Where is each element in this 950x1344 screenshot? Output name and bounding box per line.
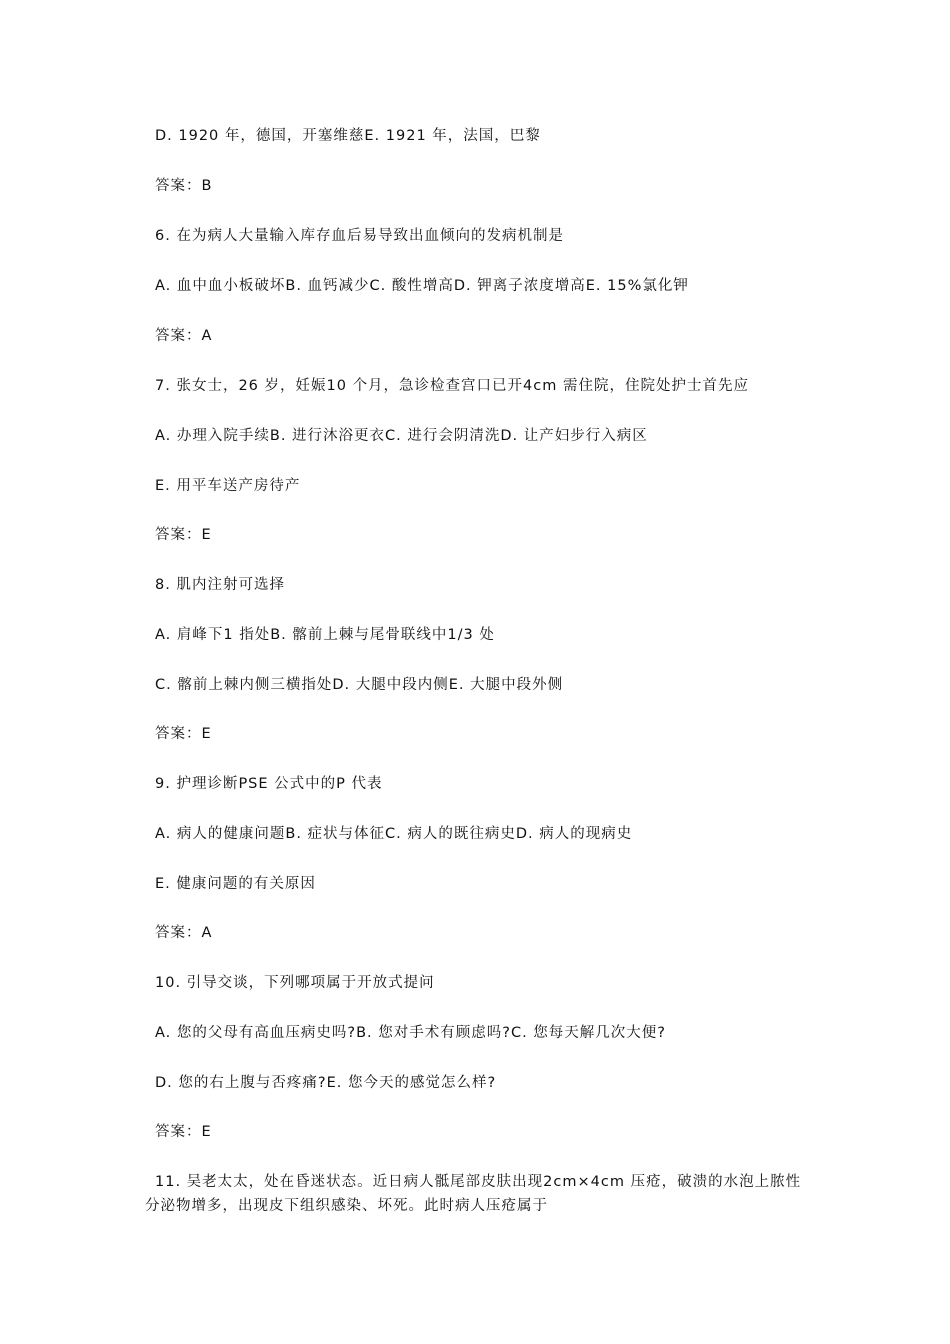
option-line-q5-de: D. 1920 年，德国，开塞维慈E. 1921 年，法国，巴黎 [155, 128, 541, 144]
question-7: 7. 张女士，26 岁，妊娠10 个月，急诊检查宫口已开4cm 需住院，住院处护士首先应 [155, 378, 749, 394]
options-q10-d-e: D. 您的右上腹与否疼痛?E. 您今天的感觉怎么样? [155, 1075, 497, 1091]
options-q8-a-b: A. 肩峰下1 指处B. 髂前上棘与尾骨联线中1/3 处 [155, 627, 495, 643]
options-q6: A. 血中血小板破坏B. 血钙减少C. 酸性增高D. 钾离子浓度增高E. 15%氯化钾 [155, 278, 689, 294]
options-q9-e: E. 健康问题的有关原因 [155, 876, 316, 892]
options-q8-c-e: C. 髂前上棘内侧三横指处D. 大腿中段内侧E. 大腿中段外侧 [155, 677, 564, 693]
options-q9-a-d: A. 病人的健康问题B. 症状与体征C. 病人的既往病史D. 病人的现病史 [155, 826, 633, 842]
question-9: 9. 护理诊断PSE 公式中的P 代表 [155, 776, 383, 792]
question-8: 8. 肌内注射可选择 [155, 577, 285, 593]
options-q10-a-c: A. 您的父母有高血压病史吗?B. 您对手术有顾虑吗?C. 您每天解几次大便? [155, 1025, 666, 1041]
options-q7-a-d: A. 办理入院手续B. 进行沐浴更衣C. 进行会阴清洗D. 让产妇步行入病区 [155, 428, 648, 444]
answer-q6: 答案：A [155, 328, 213, 344]
question-10: 10. 引导交谈，下列哪项属于开放式提问 [155, 975, 435, 991]
answer-q9: 答案：A [155, 925, 213, 941]
question-11: 11. 吴老太太，处在昏迷状态。近日病人骶尾部皮肤出现2cm×4cm 压疮，破溃的水泡上脓性分泌物增多，出现皮下组织感染、坏死。此时病人压疮属于 [145, 1174, 802, 1214]
options-q7-e: E. 用平车送产房待产 [155, 478, 301, 494]
answer-q5: 答案：B [155, 178, 213, 194]
answer-q7: 答案：E [155, 527, 212, 543]
question-6: 6. 在为病人大量输入库存血后易导致出血倾向的发病机制是 [155, 228, 564, 244]
answer-q10: 答案：E [155, 1124, 212, 1140]
answer-q8: 答案：E [155, 726, 212, 742]
